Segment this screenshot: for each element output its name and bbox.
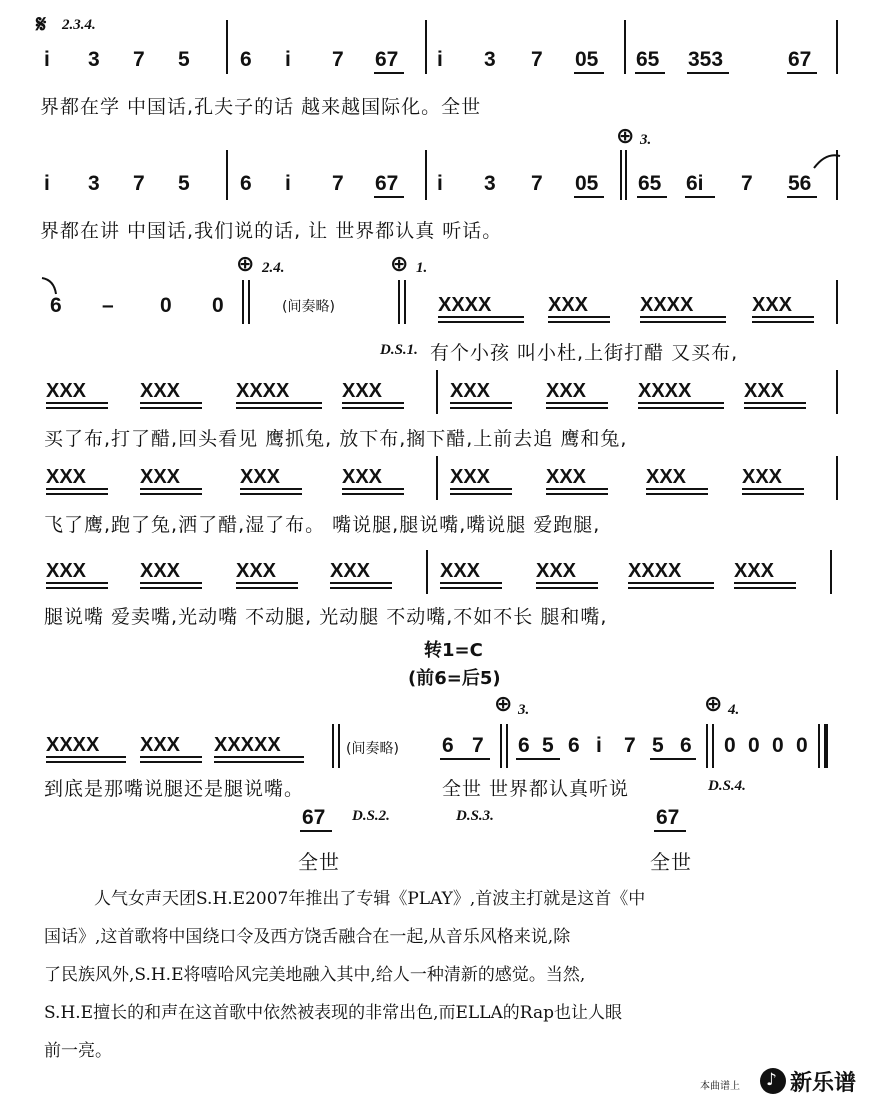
staff-4-lyrics: 买了布,打了醋,回头看见 鹰抓兔, 放下布,搁下醋,上前去追 鹰和兔, [44,428,628,450]
underline [450,488,512,490]
underline [734,587,796,589]
underline [574,196,604,198]
underline [742,493,804,495]
rhythm-group: XXX [342,466,383,488]
barline [620,150,622,200]
underline [240,488,302,490]
note: 7 [624,734,636,757]
underline [236,407,322,409]
rhythm-group: XXX [548,294,589,316]
rhythm-group: XXX [140,560,181,582]
coda-label: 4. [728,702,740,718]
coda-icon: ⊕ [704,692,723,717]
underline [46,587,108,589]
underline [46,488,108,490]
underline [744,402,806,404]
interlude-label: (间奏略) [346,741,399,757]
footer-source: 本曲谱上 [700,1081,740,1092]
note: 7 [531,48,543,71]
rhythm-group: XXX [646,466,687,488]
note: – [102,294,114,317]
note: 3 [484,172,496,195]
barline [624,20,626,74]
underline [546,488,608,490]
underline [752,316,814,318]
barline [426,550,428,594]
underline [374,196,404,198]
staff-3-lyrics: 有个小孩 叫小杜,上街打醋 又买布, [430,342,739,364]
rhythm-group: XXX [734,560,775,582]
rhythm-group: XXX [140,466,181,488]
interlude-label: (间奏略) [282,299,335,315]
final-barline [824,724,828,768]
rhythm-group: XXX [536,560,577,582]
note: 6 [240,172,252,195]
note: 6 [442,734,454,757]
note: 7 [741,172,753,195]
underline [516,758,560,760]
underline [46,756,126,758]
underline [214,756,304,758]
underline [342,493,404,495]
underline [330,587,392,589]
note: i [437,172,443,195]
underline [638,407,724,409]
coda-label: 1. [416,260,428,276]
underline [236,402,322,404]
note: 0 [212,294,224,317]
underline [548,316,610,318]
note: i [285,172,291,195]
underline [536,587,598,589]
rhythm-group: XXX [546,466,587,488]
ds-mark: D.S.1. [380,342,418,358]
barline [818,724,820,768]
underline [650,758,696,760]
underline [685,196,715,198]
underline [374,72,404,74]
rhythm-group: XXX [330,560,371,582]
ds-mark: D.S.4. [708,778,746,794]
music-note-icon: ♪ [760,1068,786,1094]
rhythm-group: XXX [450,466,491,488]
note: 0 [772,734,784,757]
note: i [596,734,602,757]
tie-icon [40,276,60,296]
note: 0 [724,734,736,757]
rhythm-group: XXXX [46,734,100,756]
rhythm-group: XXX [46,466,87,488]
note: 65 [638,172,662,195]
coda-icon: ⊕ [616,124,635,149]
note: 6 [240,48,252,71]
note: i [44,172,50,195]
underline [574,72,604,74]
ds-mark: D.S.2. [352,808,390,824]
description-line: 前一亮。 [44,1041,112,1061]
barline [836,280,838,324]
coda-icon: ⊕ [494,692,513,717]
rhythm-group: XXX [752,294,793,316]
barline [242,280,244,324]
note: 05 [575,48,599,71]
underline [330,582,392,584]
note: 05 [575,172,599,195]
barline [425,150,427,200]
underline [214,761,304,763]
barline [836,456,838,500]
note: 5 [542,734,554,757]
rhythm-group: XXX [236,560,277,582]
underline [646,488,708,490]
underline [450,407,512,409]
description-line: 了民族风外,S.H.E将嘻哈风完美地融入其中,给人一种清新的感觉。当然, [44,965,586,985]
barline [404,280,406,324]
note: 6i [686,172,704,195]
staff-7-lyrics-a: 到底是那嘴说腿还是腿说嘴。 [44,778,305,800]
barline [706,724,708,768]
underline [140,756,202,758]
note: 56 [788,172,812,195]
staff-6-lyrics: 腿说嘴 爱卖嘴,光动嘴 不动腿, 光动腿 不动嘴,不如不长 腿和嘴, [44,606,608,628]
note: 67 [375,172,399,195]
underline [638,402,724,404]
underline [734,582,796,584]
underline [637,196,667,198]
note: 6 [518,734,530,757]
rhythm-group: XXXX [438,294,492,316]
rhythm-group: XXX [46,380,87,402]
note: 7 [531,172,543,195]
note: 3 [484,48,496,71]
barline [332,724,334,768]
note: 0 [796,734,808,757]
key-change-note: (前6=后5) [408,668,501,689]
barline [436,370,438,414]
note: 7 [133,172,145,195]
underline [640,321,726,323]
rhythm-group: XXX [140,734,181,756]
underline [546,402,608,404]
footer-brand: 新乐谱 [790,1071,857,1096]
barline [830,550,832,594]
rhythm-group: XXX [140,380,181,402]
underline [787,72,817,74]
coda-label: 2.4. [262,260,285,276]
underline [640,316,726,318]
staff-5-lyrics: 飞了鹰,跑了兔,洒了醋,湿了布。 嘴说腿,腿说嘴,嘴说腿 爱跑腿, [44,514,601,536]
underline [342,402,404,404]
underline [46,582,108,584]
alt-note: 67 [656,806,680,829]
underline [628,582,714,584]
note: 6 [680,734,692,757]
barline [712,724,714,768]
underline [140,587,202,589]
barline [248,280,250,324]
staff-1-lyrics: 界都在学 中国话,孔夫子的话 越来越国际化。全世 [40,96,482,118]
rhythm-group: XXXXX [214,734,281,756]
barline [836,20,838,74]
underline [46,407,108,409]
rhythm-group: XXX [546,380,587,402]
underline [548,321,610,323]
staff-7-lyrics-b: 全世 世界都认真听说 [442,778,630,800]
note: 7 [332,172,344,195]
description-line: 国话》,这首歌将中国绕口令及西方饶舌融合在一起,从音乐风格来说,除 [44,927,571,947]
description-line: 人气女声天团S.H.E2007年推出了专辑《PLAY》,首波主打就是这首《中 [94,889,646,909]
underline [438,321,524,323]
rhythm-group: XXX [742,466,783,488]
underline [240,493,302,495]
underline [140,582,202,584]
barline [338,724,340,768]
key-change: 转1=C [424,640,483,661]
alt-lyric: 全世 [298,850,340,874]
barline [226,20,228,74]
song-description [44,880,844,1070]
coda-icon: ⊕ [236,252,255,277]
underline [635,72,665,74]
underline [752,321,814,323]
underline [140,761,202,763]
underline [440,587,502,589]
rhythm-group: XXX [342,380,383,402]
underline [342,488,404,490]
underline [140,493,202,495]
note: 7 [133,48,145,71]
note: 67 [788,48,812,71]
rhythm-group: XXXX [638,380,692,402]
barline [506,724,508,768]
segno-icon: 𝄋 [36,10,47,38]
rhythm-group: XXX [450,380,491,402]
underline [450,402,512,404]
underline [342,407,404,409]
underline [646,493,708,495]
underline [654,830,686,832]
barline [836,370,838,414]
coda-icon: ⊕ [390,252,409,277]
underline [300,830,332,832]
note: 5 [178,172,190,195]
underline [438,316,524,318]
segno-label: 2.3.4. [62,17,96,33]
underline [46,493,108,495]
staff-2-lyrics: 界都在讲 中国话,我们说的话, 让 世界都认真 听话。 [40,220,503,242]
note: i [437,48,443,71]
note: 3 [88,48,100,71]
barline [425,20,427,74]
underline [628,587,714,589]
rhythm-group: XXX [46,560,87,582]
note: 6 [50,294,62,317]
rhythm-group: XXXX [236,380,290,402]
note: 6 [568,734,580,757]
underline [787,196,817,198]
barline [436,456,438,500]
rhythm-group: XXX [744,380,785,402]
note: i [44,48,50,71]
note: 7 [472,734,484,757]
underline [687,72,729,74]
underline [140,407,202,409]
note: 0 [748,734,760,757]
underline [744,407,806,409]
rhythm-group: XXX [240,466,281,488]
note: 5 [652,734,664,757]
underline [236,587,298,589]
rhythm-group: XXXX [640,294,694,316]
note: 7 [332,48,344,71]
barline [226,150,228,200]
note: 65 [636,48,660,71]
underline [140,402,202,404]
note: i [285,48,291,71]
rhythm-group: XXX [440,560,481,582]
underline [46,761,126,763]
note: 5 [178,48,190,71]
underline [440,582,502,584]
note: 3 [88,172,100,195]
underline [236,582,298,584]
alt-lyric: 全世 [650,850,692,874]
note: 67 [375,48,399,71]
coda-label: 3. [518,702,530,718]
underline [742,488,804,490]
underline [546,407,608,409]
coda-label: 3. [640,132,652,148]
underline [46,402,108,404]
barline [836,150,838,200]
underline [536,582,598,584]
barline [625,150,627,200]
note: 0 [160,294,172,317]
barline [500,724,502,768]
description-line: S.H.E擅长的和声在这首歌中依然被表现的非常出色,而ELLA的Rap也让人眼 [44,1003,622,1023]
barline [398,280,400,324]
underline [140,488,202,490]
ds-mark: D.S.3. [456,808,494,824]
alt-note: 67 [302,806,326,829]
underline [450,493,512,495]
rhythm-group: XXXX [628,560,682,582]
underline [546,493,608,495]
note: 353 [688,48,724,71]
underline [440,758,490,760]
